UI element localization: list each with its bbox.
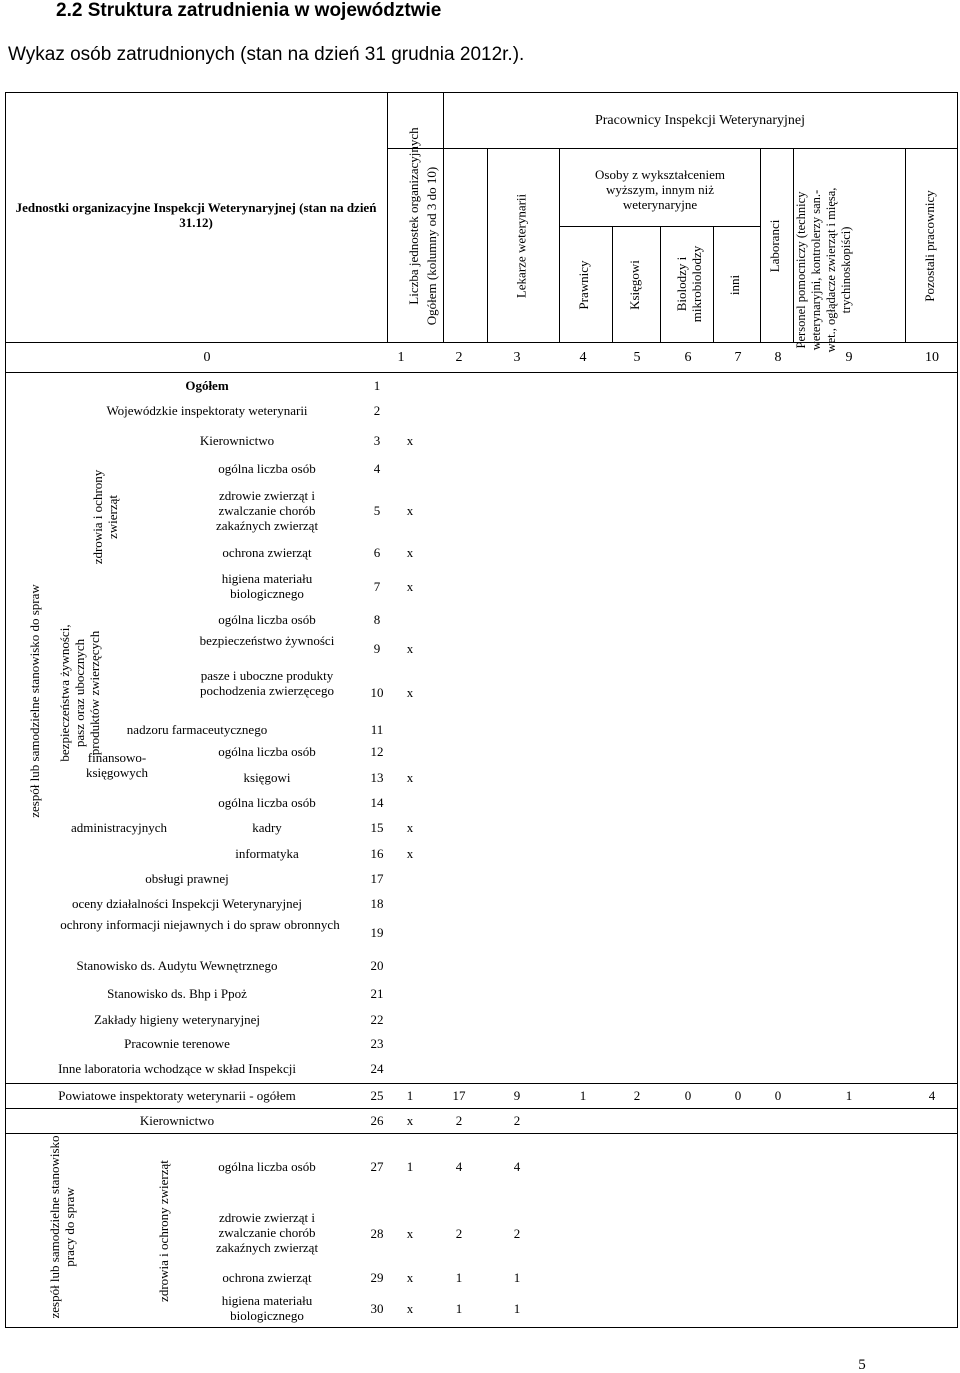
row-number: 27 bbox=[370, 1159, 384, 1174]
row-number: 1 bbox=[373, 378, 381, 393]
row-number: 19 bbox=[370, 925, 384, 940]
header-prawnicy: Prawnicy bbox=[576, 260, 591, 310]
table-cell: 1 bbox=[845, 1088, 853, 1103]
table-cell: 1 bbox=[579, 1088, 587, 1103]
header-biolodzy: Biolodzy i mikrobiolodzy bbox=[674, 245, 704, 323]
table-cell: x bbox=[406, 1113, 414, 1128]
column-number: 10 bbox=[925, 350, 939, 365]
group-zespol-wojewodzki: zespół lub samodzielne stanowisko do spraw bbox=[27, 584, 42, 818]
row-label: ochrona zwierząt bbox=[222, 545, 312, 560]
row-label: Kierownictwo bbox=[139, 1113, 215, 1128]
header-col-total: Ogółem (kolumny od 3 do 10) bbox=[424, 166, 439, 326]
row-label: Inne laboratoria wchodzące w skład Inspekcji bbox=[58, 1061, 296, 1076]
table-cell: 0 bbox=[774, 1088, 782, 1103]
table-cell: 0 bbox=[684, 1088, 692, 1103]
row-label: Ogółem bbox=[185, 378, 229, 393]
row-number: 4 bbox=[373, 461, 381, 476]
table-cell: x bbox=[406, 503, 414, 518]
table-cell: 4 bbox=[928, 1088, 936, 1103]
row-number: 12 bbox=[370, 744, 384, 759]
row-number: 26 bbox=[370, 1113, 384, 1128]
row-label: Kierownictwo bbox=[199, 433, 275, 448]
table-cell: 2 bbox=[513, 1113, 521, 1128]
column-number: 4 bbox=[579, 350, 587, 365]
table-cell: x bbox=[406, 846, 414, 861]
row-label: ogólna liczba osób bbox=[218, 461, 316, 476]
row-label: ogólna liczba osób bbox=[218, 744, 316, 759]
group-zespol-powiatowy: zespół lub samodzielne stanowisko pracy do spraw bbox=[47, 1135, 77, 1319]
row-number: 2 bbox=[373, 403, 381, 418]
table-cell: 2 bbox=[513, 1226, 521, 1241]
row-label: Wojewódzkie inspektoraty weterynarii bbox=[106, 403, 308, 418]
row-label: ochrony informacji niejawnych i do spraw obronnych bbox=[60, 917, 340, 932]
row-label: ogólna liczba osób bbox=[218, 1159, 316, 1174]
column-number: 5 bbox=[633, 350, 641, 365]
group-administracyjnych: administracyjnych bbox=[70, 820, 168, 835]
group-zdrowia: zdrowia i ochrony zwierząt bbox=[90, 469, 120, 565]
table-cell: x bbox=[406, 579, 414, 594]
row-number: 15 bbox=[370, 820, 384, 835]
table-cell: 1 bbox=[406, 1159, 414, 1174]
column-number: 1 bbox=[397, 350, 405, 365]
table-cell: x bbox=[406, 820, 414, 835]
row-label: Powiatowe inspektoraty weterynarii - ogółem bbox=[58, 1088, 296, 1103]
header-pracownicy: Pracownicy Inspekcji Weterynaryjnej bbox=[594, 113, 806, 128]
row-number: 25 bbox=[370, 1088, 384, 1103]
row-label: kadry bbox=[252, 820, 282, 835]
row-label: obsługi prawnej bbox=[145, 871, 229, 886]
group-finansowo: finansowo-księgowych bbox=[85, 750, 149, 780]
column-number: 3 bbox=[513, 350, 521, 365]
row-label: zdrowie zwierząt i zwalczanie chorób zakaźnych zwierząt bbox=[215, 488, 319, 533]
row-label: Stanowisko ds. Audytu Wewnętrznego bbox=[76, 958, 278, 973]
row-label: ogólna liczba osób bbox=[218, 795, 316, 810]
table-cell: x bbox=[406, 685, 414, 700]
table-cell: 0 bbox=[734, 1088, 742, 1103]
section-title: 2.2 Struktura zatrudnienia w województwie bbox=[56, 0, 442, 21]
row-number: 5 bbox=[373, 503, 381, 518]
table-cell: x bbox=[406, 1226, 414, 1241]
header-personel: Personel pomocniczy (technicy weterynaryjni, kontrolerzy san.-wet., ogłądacze zwierząt i mięsa, trychinoskopiści) bbox=[794, 187, 853, 353]
table-cell: 1 bbox=[513, 1270, 521, 1285]
table-cell: x bbox=[406, 641, 414, 656]
table-cell: 9 bbox=[513, 1088, 521, 1103]
row-label: pasze i uboczne produkty pochodzenia zwierzęcego bbox=[200, 668, 334, 698]
header-wyzsze: Osoby z wykształceniem wyższym, innym niż weterynaryjne bbox=[595, 167, 725, 212]
table-cell: 4 bbox=[455, 1159, 463, 1174]
table-cell: 1 bbox=[406, 1088, 414, 1103]
row-label: ochrona zwierząt bbox=[222, 1270, 312, 1285]
column-number: 9 bbox=[845, 350, 853, 365]
table-cell: x bbox=[406, 433, 414, 448]
row-label: informatyka bbox=[235, 846, 299, 861]
row-label: ogólna liczba osób bbox=[218, 612, 316, 627]
row-label: Pracownie terenowe bbox=[124, 1036, 230, 1051]
page-number: 5 bbox=[858, 1357, 866, 1373]
column-number: 6 bbox=[684, 350, 692, 365]
group-zdrowia-powiatowy: zdrowia i ochrony zwierząt bbox=[156, 1160, 171, 1302]
row-number: 3 bbox=[373, 433, 381, 448]
row-number: 30 bbox=[370, 1301, 384, 1316]
row-number: 10 bbox=[370, 685, 384, 700]
row-label: higiena materiału biologicznego bbox=[221, 571, 313, 601]
row-number: 20 bbox=[370, 958, 384, 973]
table-cell: 2 bbox=[633, 1088, 641, 1103]
row-number: 22 bbox=[370, 1012, 384, 1027]
table-cell: 2 bbox=[455, 1226, 463, 1241]
column-number: 0 bbox=[203, 350, 211, 365]
row-number: 13 bbox=[370, 770, 384, 785]
row-number: 11 bbox=[370, 722, 384, 737]
column-number: 7 bbox=[734, 350, 742, 365]
header-col-count: Liczba jednostek organizacyjnych bbox=[406, 127, 421, 305]
row-number: 14 bbox=[370, 795, 384, 810]
table-cell: 1 bbox=[455, 1270, 463, 1285]
row-label: oceny działalności Inspekcji Weterynaryjnej bbox=[71, 896, 303, 911]
header-ksiegowi: Księgowi bbox=[627, 260, 642, 310]
table-cell: 2 bbox=[455, 1113, 463, 1128]
table-cell: x bbox=[406, 1301, 414, 1316]
row-number: 24 bbox=[370, 1061, 384, 1076]
row-label: nadzoru farmaceutycznego bbox=[126, 722, 268, 737]
row-number: 23 bbox=[370, 1036, 384, 1051]
header-inni: inni bbox=[727, 274, 742, 296]
row-number: 16 bbox=[370, 846, 384, 861]
row-number: 6 bbox=[373, 545, 381, 560]
row-number: 18 bbox=[370, 896, 384, 911]
column-number: 8 bbox=[774, 350, 782, 365]
column-number: 2 bbox=[455, 350, 463, 365]
table-cell: 1 bbox=[455, 1301, 463, 1316]
header-units: Jednostki organizacyjne Inspekcji Weterynaryjnej (stan na dzień 31.12) bbox=[15, 200, 377, 230]
row-number: 8 bbox=[373, 612, 381, 627]
row-number: 9 bbox=[373, 641, 381, 656]
table-cell: x bbox=[406, 770, 414, 785]
group-bezpieczenstwa: bezpieczeństwa żywności, pasz oraz ubocznych produktów zwierzęcych bbox=[57, 624, 102, 762]
row-number: 21 bbox=[370, 986, 384, 1001]
header-lekarze: Lekarze weterynarii bbox=[513, 193, 529, 299]
row-number: 29 bbox=[370, 1270, 384, 1285]
table-cell: 4 bbox=[513, 1159, 521, 1174]
row-number: 28 bbox=[370, 1226, 384, 1241]
row-number: 17 bbox=[370, 871, 384, 886]
row-label: bezpieczeństwo żywności bbox=[199, 633, 335, 648]
row-label: Stanowisko ds. Bhp i Ppoż bbox=[107, 986, 247, 1001]
table-cell: x bbox=[406, 1270, 414, 1285]
row-label: zdrowie zwierząt i zwalczanie chorób zakaźnych zwierząt bbox=[215, 1210, 319, 1255]
table-cell: x bbox=[406, 545, 414, 560]
table-cell: 1 bbox=[513, 1301, 521, 1316]
header-laboranci: Laboranci bbox=[767, 219, 782, 273]
header-pozostali: Pozostali pracownicy bbox=[922, 190, 937, 302]
row-label: higiena materiału biologicznego bbox=[221, 1293, 313, 1323]
row-number: 7 bbox=[373, 579, 381, 594]
page-subtitle: Wykaz osób zatrudnionych (stan na dzień 31 grudnia 2012r.). bbox=[8, 44, 525, 65]
row-label: Zakłady higieny weterynaryjnej bbox=[93, 1012, 261, 1027]
table-cell: 17 bbox=[452, 1088, 466, 1103]
row-label: księgowi bbox=[243, 770, 291, 785]
